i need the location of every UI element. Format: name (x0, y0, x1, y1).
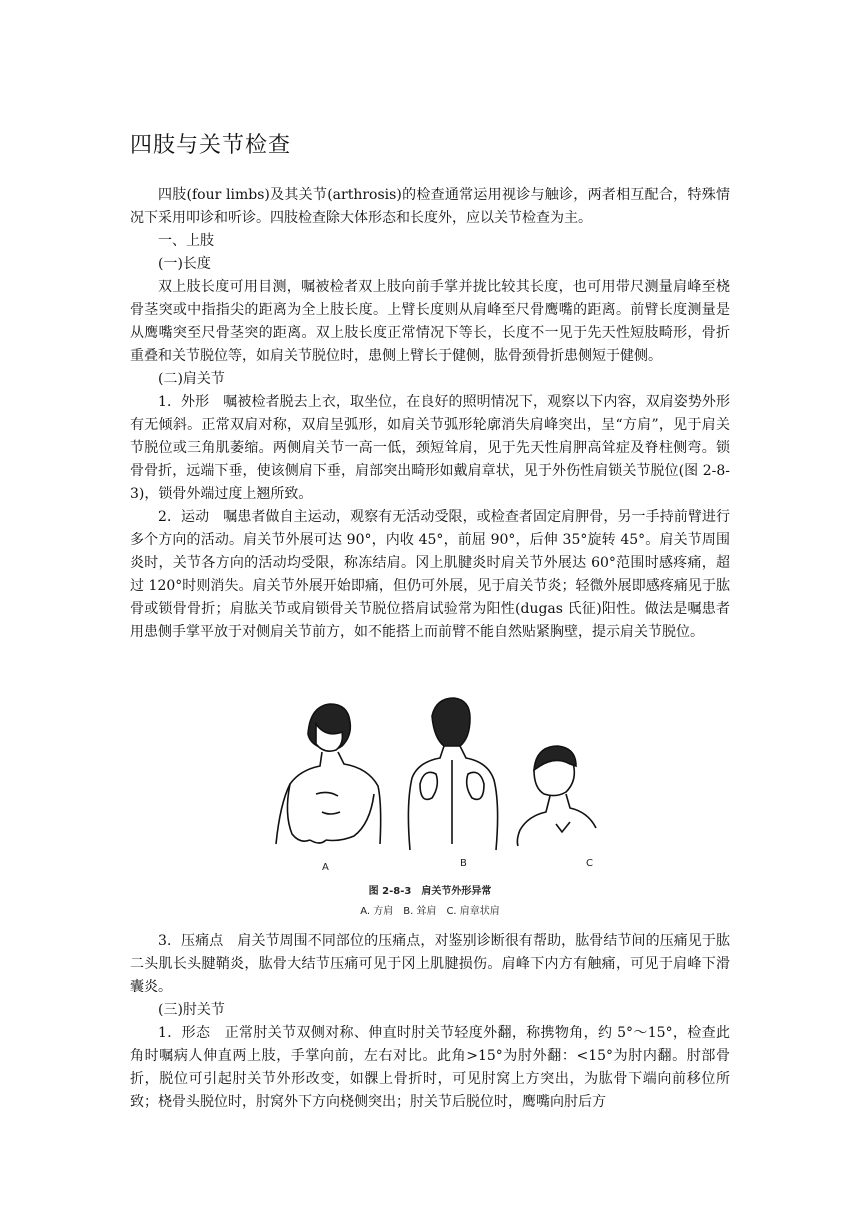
figure-panel-label-b: B (460, 858, 467, 869)
page-title: 四肢与关节检查 (130, 133, 292, 158)
paragraph-shoulder-shape: 1．外形 嘱被检者脱去上衣，取坐位，在良好的照明情况下，观察以下内容，双肩姿势外形有无倾斜。正常双肩对称，双肩呈弧形，如肩关节弧形轮廓消失肩峰突出，呈“方肩”，见于肩关节脱位或三角肌萎缩。两侧肩关节一高一低，颈短耸肩，见于先天性肩胛高耸症及脊柱侧弯。锁骨骨折，远端下垂，使该侧肩下垂，肩部突出畸形如戴肩章状，见于外伤性肩锁关节脱位(图 2-8-3)，锁骨外端过度上翘所致。 (130, 394, 730, 502)
paragraph-tender-points: 3．压痛点 肩关节周围不同部位的压痛点，对鉴别诊断很有帮助，肱骨结节间的压痛见于肱二头肌长头腱鞘炎，肱骨大结节压痛可见于冈上肌腱损伤。肩峰下内方有触痛，可见于肩峰下滑囊炎。 (130, 933, 730, 995)
figure-shoulder-abnormalities (270, 694, 600, 922)
figure-panel-label-c: C (586, 858, 593, 869)
subsection-heading-length: (一)长度 (158, 256, 211, 272)
figure-panel-b-drawing (408, 698, 497, 850)
paragraph-elbow-shape: 1．形态 正常肘关节双侧对称、伸直时肘关节轻度外翻，称携物角，约 5°～15°，检查此角时嘱病人伸直两上肢，手掌向前，左右对比。此角>15°为肘外翻：<15°为肘内翻。肘部骨折，脱位可引起肘关节外形改变，如髁上骨折时，可见肘窝上方突出，为肱骨下端向前移位所致；桡骨头脱位时，肘窝外下方向桡侧突出；肘关节后脱位时，鹰嘴向肘后方 (130, 1025, 730, 1110)
figure-illustration (270, 694, 600, 854)
section-heading-upper-limb: 一、上肢 (158, 233, 214, 249)
text-block-lower (130, 930, 730, 1114)
figure-panel-label-a: A (322, 862, 329, 873)
subsection-heading-elbow: (三)肘关节 (158, 1002, 225, 1018)
figure-panel-a-drawing (276, 704, 381, 844)
subsection-heading-shoulder: (二)肩关节 (158, 371, 225, 387)
paragraph-shoulder-motion: 2．运动 嘱患者做自主运动，观察有无活动受限，或检查者固定肩胛骨，另一手持前臂进行多个方向的活动。肩关节外展可达 90°，内收 45°，前屈 90°，后伸 35°旋转 45°。肩关节周围炎时，关节各方向的活动均受限，称冻结肩。冈上肌腱炎时肩关节外展达 60°范围时感疼痛，超过 120°时则消失。肩关节外展开始即痛，但仍可外展，见于肩关节炎；轻微外展即感疼痛见于肱骨或锁骨骨折；肩肱关节或肩锁骨关节脱位搭肩试验常为阳性(dugas 氏征)阳性。做法是嘱患者用患侧手掌平放于对侧肩关节前方，如不能搭上而前臂不能自然贴紧胸壁，提示肩关节脱位。 (130, 509, 730, 640)
figure-panel-c-drawing (517, 746, 596, 846)
figure-caption: 图 2-8-3 肩关节外形异常 (368, 886, 492, 897)
paragraph-length: 双上肢长度可用目测，嘱被检者双上肢向前手掌并拢比较其长度，也可用带尺测量肩峰至桡骨茎突或中指指尖的距离为全上肢长度。上臂长度则从肩峰至尺骨鹰嘴的距离。前臂长度测量是从鹰嘴突至尺骨茎突的距离。双上肢长度正常情况下等长，长度不一见于先天性短肢畸形，骨折重叠和关节脱位等，如肩关节脱位时，患侧上臂长于健侧，肱骨颈骨折患侧短于健侧。 (130, 279, 730, 364)
paragraph-intro: 四肢(four limbs)及其关节(arthrosis)的检查通常运用视诊与触诊，两者相互配合，特殊情况下采用叩诊和听诊。四肢检查除大体形态和长度外，应以关节检查为主。 (130, 187, 730, 226)
figure-subcaption: A. 方肩 B. 耸肩 C. 肩章状肩 (360, 906, 500, 917)
text-block-upper (130, 184, 730, 644)
